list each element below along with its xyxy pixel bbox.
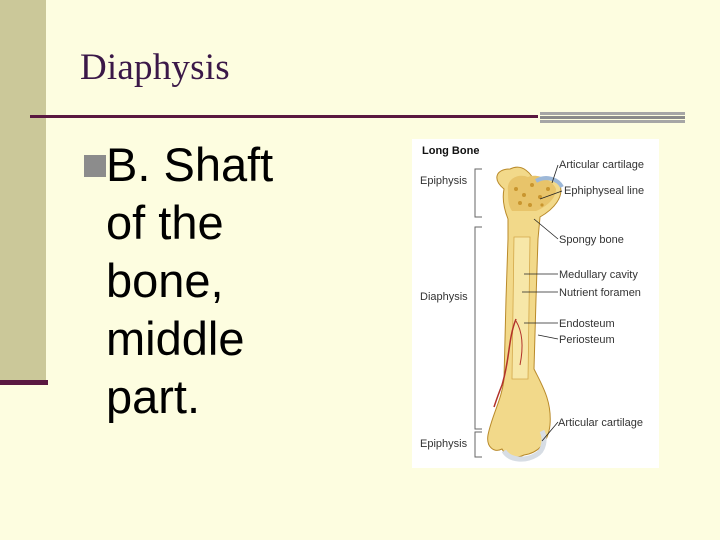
label-epiphyseal-line: Ephiphyseal line [564,185,645,197]
label-nutrient-foramen: Nutrient foramen [559,287,641,299]
label-articular-cartilage-top: Articular cartilage [559,159,644,171]
label-periosteum: Periosteum [559,334,615,346]
left-accent-bar [0,0,46,384]
title-divider-stripes [540,112,685,126]
bullet-first-line [84,136,374,194]
label-spongy-bone: Spongy bone [559,234,624,246]
bullet-square-icon [84,155,106,177]
figure-title: Long Bone [422,145,480,157]
label-endosteum: Endosteum [559,318,615,330]
bullet-line-1: B. Shaft [106,138,274,191]
title-divider [30,115,538,118]
bullet-line-5: part. [106,370,201,423]
bullet-text [84,136,374,426]
label-medullary-cavity: Medullary cavity [559,269,638,281]
long-bone-diagram [412,139,659,468]
slide-title: Diaphysis [80,47,230,88]
left-accent-underline [0,380,48,385]
label-diaphysis: Diaphysis [420,291,468,303]
bullet-line-4: middle [106,312,245,365]
bullet-line-3: bone, [106,254,224,307]
label-epiphysis-bottom: Epiphysis [420,438,468,450]
label-epiphysis-top: Epiphysis [420,175,468,187]
label-articular-cartilage-bottom: Articular cartilage [558,417,643,429]
bullet-line-2: of the [106,196,224,249]
